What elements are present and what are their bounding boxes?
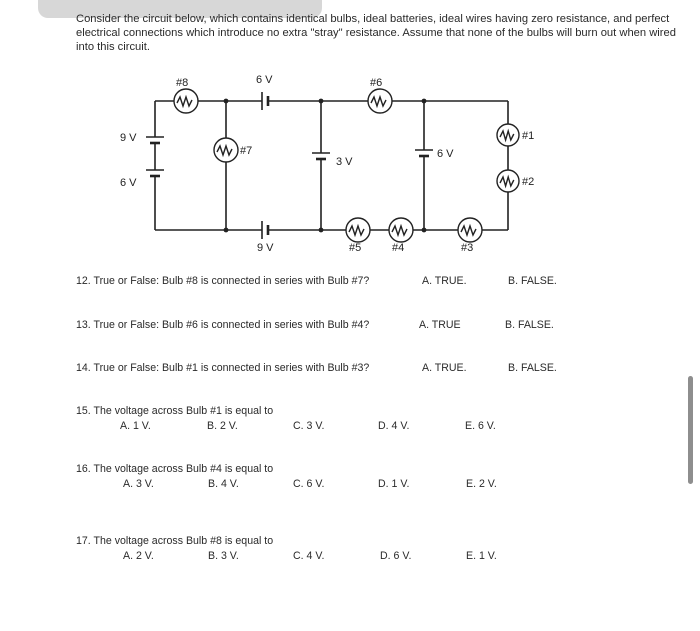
bulb-8-icon bbox=[174, 89, 198, 113]
q17-option-b[interactable]: B. 3 V. bbox=[208, 550, 239, 562]
q16-option-b[interactable]: B. 4 V. bbox=[208, 478, 239, 490]
q14-option-b[interactable]: B. FALSE. bbox=[508, 362, 557, 374]
q12-option-a[interactable]: A. TRUE. bbox=[422, 275, 467, 287]
question-16: 16. The voltage across Bulb #4 is equal to bbox=[76, 463, 274, 475]
q16-option-a[interactable]: A. 3 V. bbox=[123, 478, 154, 490]
label-b8: #8 bbox=[176, 77, 189, 89]
q13-option-a[interactable]: A. TRUE bbox=[419, 319, 461, 331]
q17-option-c[interactable]: C. 4 V. bbox=[293, 550, 325, 562]
q16-option-e[interactable]: E. 2 V. bbox=[466, 478, 497, 490]
label-b5: #5 bbox=[349, 242, 362, 254]
q13-option-b[interactable]: B. FALSE. bbox=[505, 319, 554, 331]
q15-option-a[interactable]: A. 1 V. bbox=[120, 420, 151, 432]
q17-option-a[interactable]: A. 2 V. bbox=[123, 550, 154, 562]
label-v-mid: 3 V bbox=[336, 156, 353, 168]
label-v-top: 6 V bbox=[256, 74, 273, 86]
bulb-1-icon bbox=[497, 124, 519, 146]
q15-option-c[interactable]: C. 3 V. bbox=[293, 420, 325, 432]
bulb-4-icon bbox=[389, 218, 413, 242]
q16-option-c[interactable]: C. 6 V. bbox=[293, 478, 325, 490]
label-v-bottom: 9 V bbox=[257, 242, 274, 254]
q14-option-a[interactable]: A. TRUE. bbox=[422, 362, 467, 374]
bulb-5-icon bbox=[346, 218, 370, 242]
label-b6: #6 bbox=[370, 77, 383, 89]
q12-option-b[interactable]: B. FALSE. bbox=[508, 275, 557, 287]
q15-option-b[interactable]: B. 2 V. bbox=[207, 420, 238, 432]
bulb-3-icon bbox=[458, 218, 482, 242]
label-b7: #7 bbox=[240, 145, 253, 157]
question-15: 15. The voltage across Bulb #1 is equal to bbox=[76, 405, 274, 417]
q17-option-d[interactable]: D. 6 V. bbox=[380, 550, 412, 562]
bulb-7-icon bbox=[214, 138, 238, 162]
label-b2: #2 bbox=[522, 176, 535, 188]
bulb-6-icon bbox=[368, 89, 392, 113]
intro-text: Consider the circuit below, which contains identical bulbs, ideal batteries, ideal wires having zero resistance, and perfect electrical connections which introduce no extra "stray" resistance. Assume that none of the bulbs will burn out when wired into this circuit. bbox=[76, 13, 676, 54]
question-13: 13. True or False: Bulb #6 is connected in series with Bulb #4? bbox=[76, 319, 370, 331]
q15-option-d[interactable]: D. 4 V. bbox=[378, 420, 410, 432]
question-14: 14. True or False: Bulb #1 is connected in series with Bulb #3? bbox=[76, 362, 370, 374]
label-v-right: 6 V bbox=[437, 148, 454, 160]
label-v-left-bottom: 6 V bbox=[120, 177, 137, 189]
label-b1: #1 bbox=[522, 130, 535, 142]
q17-option-e[interactable]: E. 1 V. bbox=[466, 550, 497, 562]
bulb-2-icon bbox=[497, 170, 519, 192]
q16-option-d[interactable]: D. 1 V. bbox=[378, 478, 410, 490]
label-v-left-top: 9 V bbox=[120, 132, 137, 144]
label-b3: #3 bbox=[461, 242, 474, 254]
question-12: 12. True or False: Bulb #8 is connected in series with Bulb #7? bbox=[76, 275, 370, 287]
q15-option-e[interactable]: E. 6 V. bbox=[465, 420, 496, 432]
scrollbar[interactable] bbox=[688, 376, 693, 484]
label-b4: #4 bbox=[392, 242, 405, 254]
question-17: 17. The voltage across Bulb #8 is equal to bbox=[76, 535, 274, 547]
